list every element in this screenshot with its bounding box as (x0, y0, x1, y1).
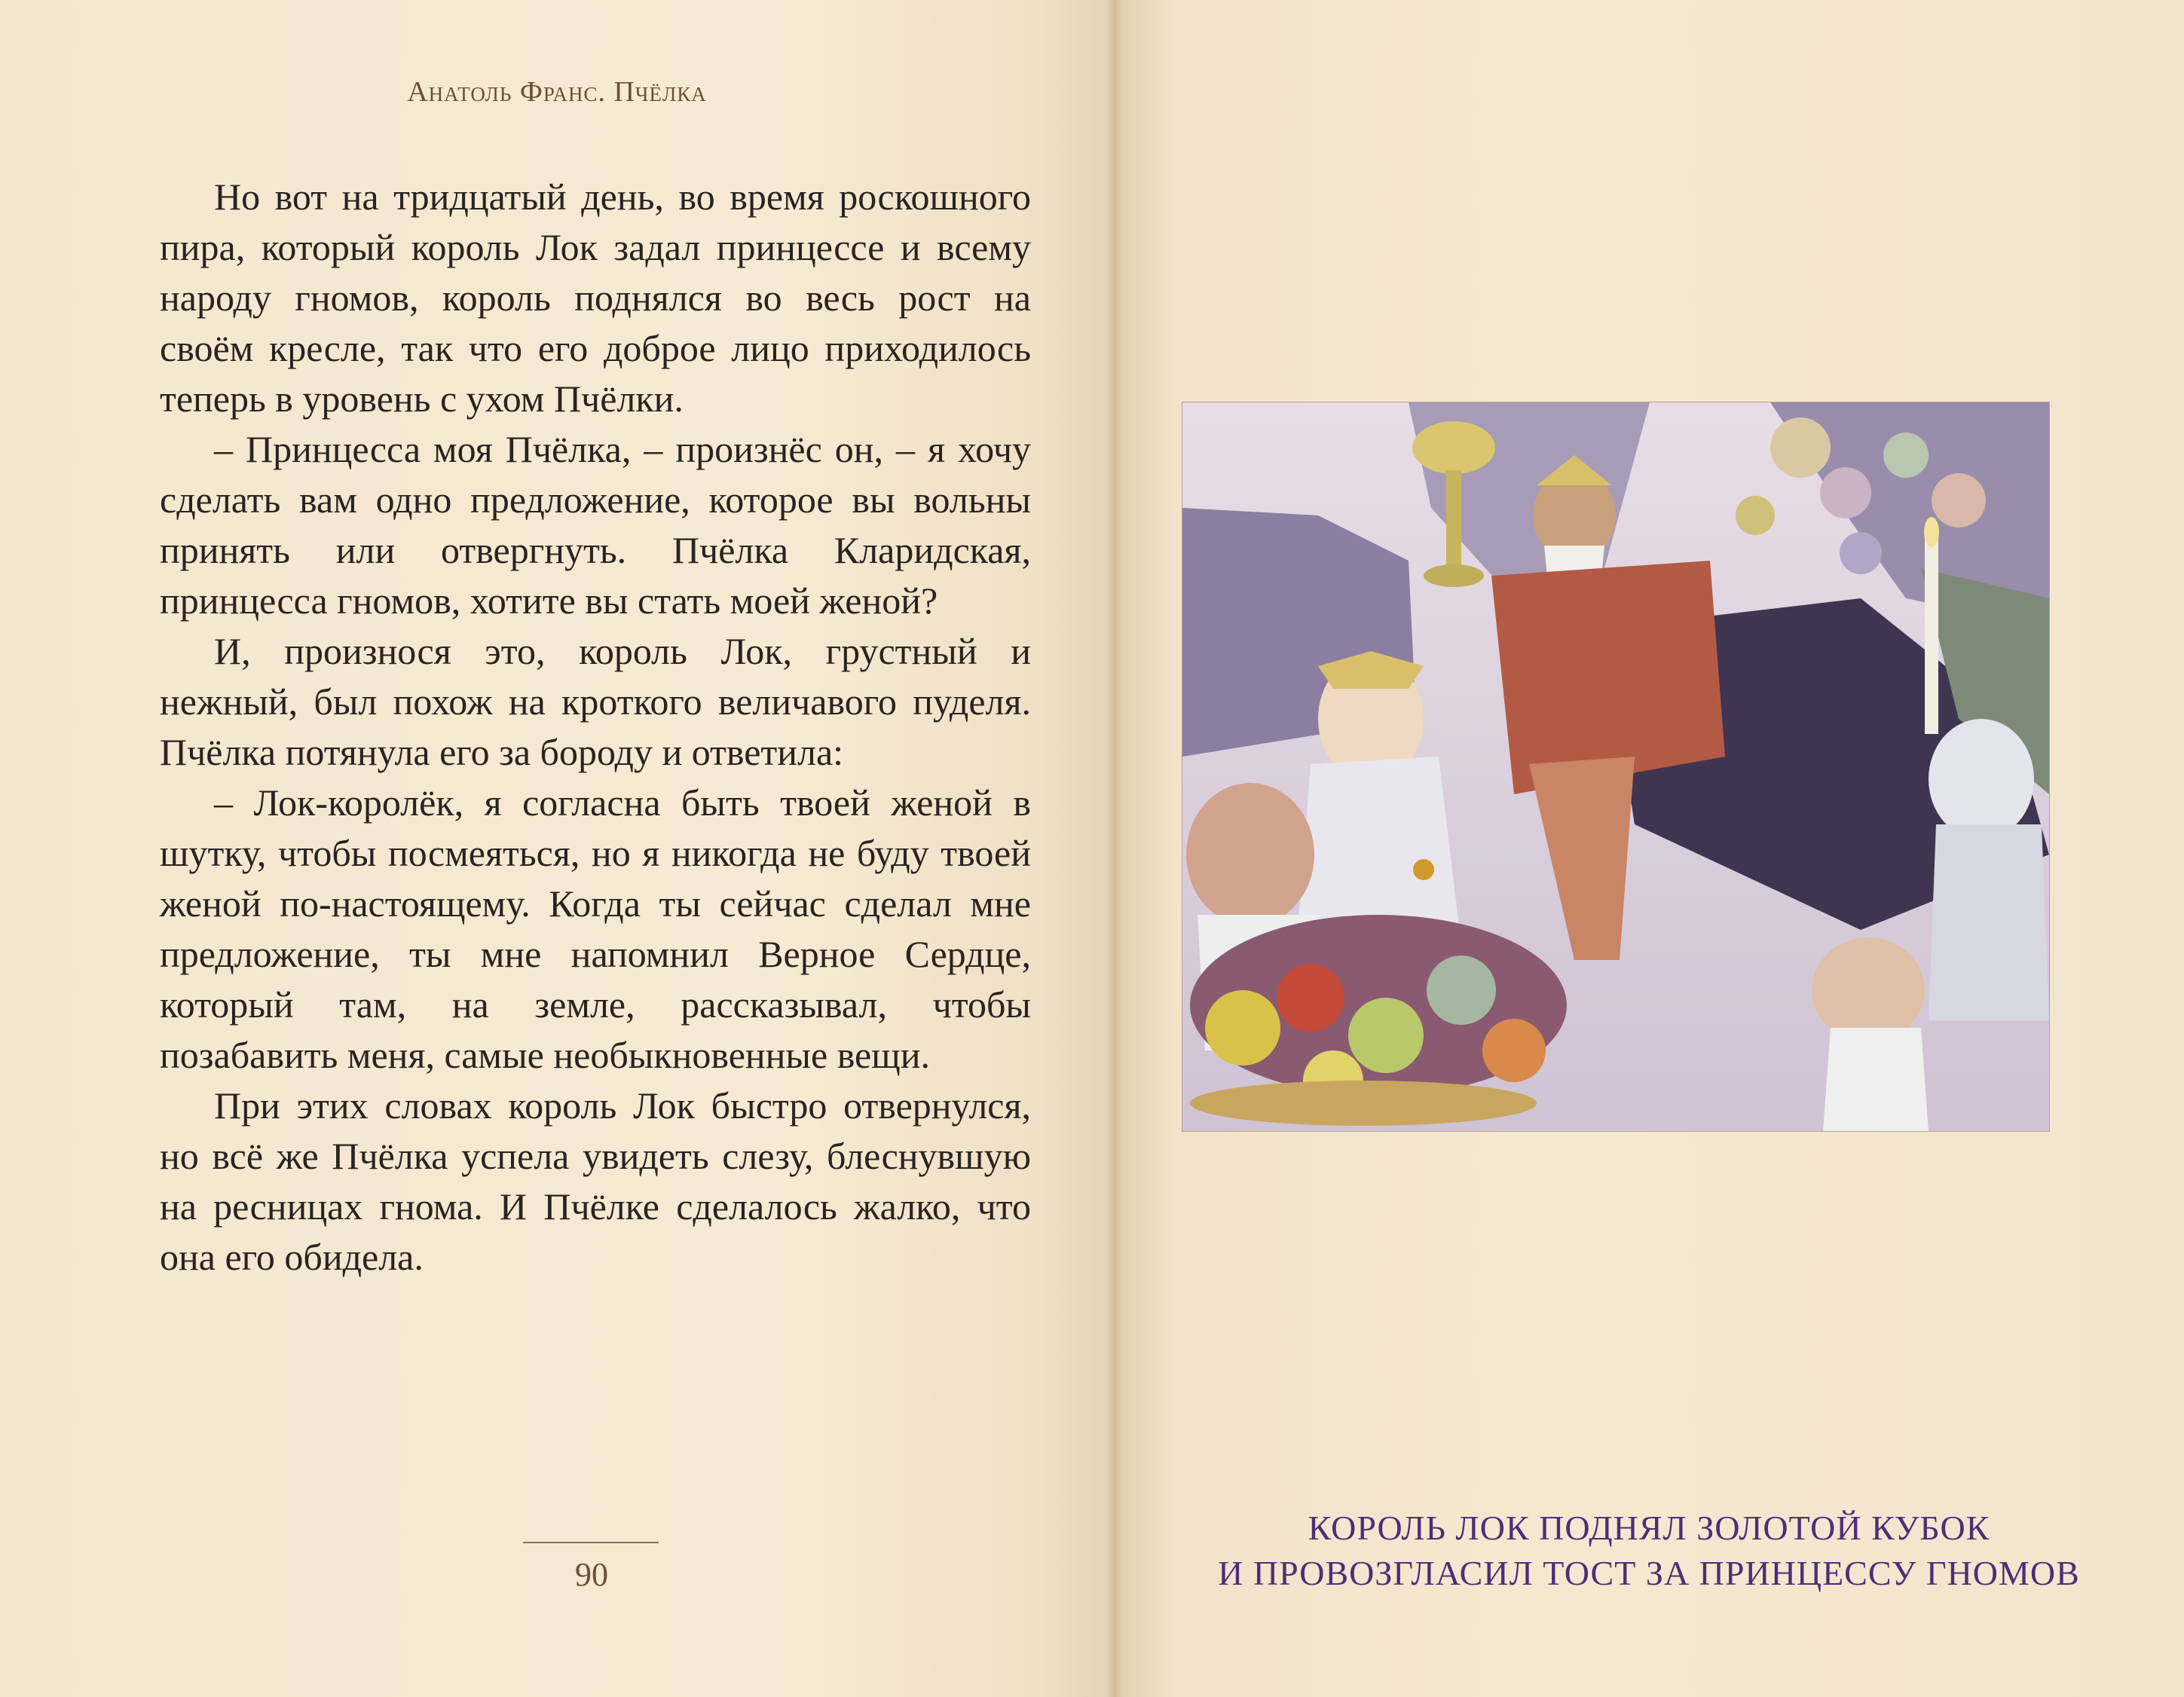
paragraph: При этих словах король Лок быстро отвернулся, но всё же Пчёлка успела увидеть слезу, блеснувшую на ресницах гнома. И Пчёлке сделалось жалко, что она его обидела. (160, 1084, 1031, 1278)
paragraph: – Лок-королёк, я согласна быть твоей женой в шутку, чтобы посмеяться, но я никогда не буду твоей женой по-настоящему. Когда ты сейчас сделал мне предложение, ты мне напомнил Верное Сердце, который там, на земле, рассказывал, чтобы позабавить меня, самые необыкновенные вещи. (160, 781, 1031, 1076)
paragraph: И, произнося это, король Лок, грустный и нежный, был похож на кроткого величавого пуделя. Пчёлка потянула его за бороду и ответила: (160, 630, 1031, 773)
illustration-caption (1114, 1506, 2184, 1596)
paragraph: Но вот на тридцатый день, во время роскошного пира, который король Лок задал принцессе и всему народу гномов, король поднялся во весь рост на своём кресле, так что его доброе лицо приходилось теперь в уровень с ухом Пчёлки. (160, 176, 1031, 420)
right-page (1114, 0, 2184, 1697)
illustration (1182, 402, 2050, 1132)
paragraph: – Принцесса моя Пчёлка, – произнёс он, – я хочу сделать вам одно предложение, которое вы вольны принять или отвергнуть. Пчёлка Кларидская, принцесса гномов, хотите вы стать моей женой? (160, 428, 1031, 622)
illustration-artwork (1182, 402, 2049, 1131)
caption-line: И ПРОВОЗГЛАСИЛ ТОСТ ЗА ПРИНЦЕССУ ГНОМОВ (1218, 1554, 2080, 1592)
body-text (160, 172, 1031, 1283)
page-number: 90 (575, 1556, 608, 1593)
caption-line: КОРОЛЬ ЛОК ПОДНЯЛ ЗОЛОТОЙ КУБОК (1308, 1509, 1990, 1547)
running-head: Анатоль Франс. Пчёлка (407, 76, 707, 108)
gutter-shadow (1106, 0, 1123, 1697)
page-number-rule (523, 1542, 659, 1543)
